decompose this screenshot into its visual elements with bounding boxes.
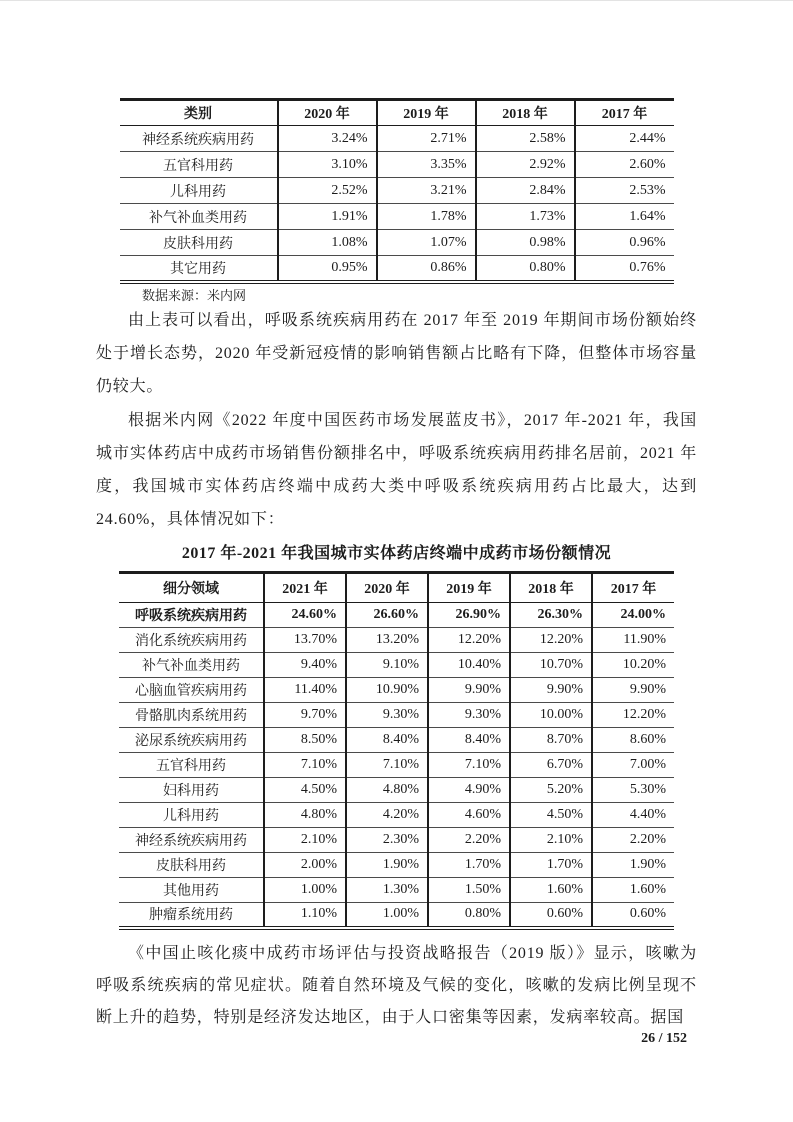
- cell-value: 4.60%: [428, 803, 510, 828]
- cell-value: 12.20%: [592, 703, 674, 728]
- table-header-row: [120, 100, 674, 126]
- row-label: 骨骼肌肉系统用药: [119, 703, 264, 728]
- cell-value: 0.80%: [476, 256, 575, 282]
- cell-value: 4.50%: [510, 803, 592, 828]
- table-row: [119, 653, 674, 678]
- paragraph-bluebook-ranking: 根据米内网《2022 年度中国医药市场发展蓝皮书》，2017 年-2021 年，我国城市实体药店中成药市场销售份额排名中，呼吸系统疾病用药排名居前，2021 年度，我国城市实体药店终端中成药大类中呼吸系统疾病用药占比最大，达到 24.60%，具体情况如下：: [96, 412, 697, 528]
- row-label: 肿瘤系统用药: [119, 903, 264, 928]
- cell-value: 11.40%: [264, 678, 346, 703]
- cell-value: 1.90%: [346, 853, 428, 878]
- cell-value: 2.00%: [264, 853, 346, 878]
- table-row: [120, 256, 674, 282]
- table-row: [119, 603, 674, 628]
- table-row: [119, 853, 674, 878]
- cell-value: 9.70%: [264, 703, 346, 728]
- cell-value: 9.40%: [264, 653, 346, 678]
- cell-value: 4.40%: [592, 803, 674, 828]
- segment-share-table-section: [96, 571, 697, 930]
- data-source-note: 数据来源：米内网: [142, 288, 247, 303]
- cell-value: 0.96%: [575, 230, 674, 256]
- cell-value: 8.70%: [510, 728, 592, 753]
- cell-value: 1.07%: [377, 230, 476, 256]
- column-header: 2019 年: [428, 573, 510, 603]
- column-header: 细分领域: [119, 573, 264, 603]
- cell-value: 4.50%: [264, 778, 346, 803]
- cell-value: 6.70%: [510, 753, 592, 778]
- row-label: 泌尿系统疾病用药: [119, 728, 264, 753]
- table-row: [119, 778, 674, 803]
- table-row: [120, 204, 674, 230]
- column-header: 2018 年: [476, 100, 575, 126]
- cell-value: 1.10%: [264, 903, 346, 928]
- cell-value: 0.60%: [510, 903, 592, 928]
- table-row: [119, 753, 674, 778]
- cell-value: 2.10%: [264, 828, 346, 853]
- cell-value: 8.40%: [346, 728, 428, 753]
- row-label: 神经系统疾病用药: [142, 132, 254, 148]
- cell-value: 12.20%: [428, 628, 510, 653]
- table-row: [120, 126, 674, 152]
- cell-value: 2.44%: [575, 126, 674, 152]
- table-row: [119, 878, 674, 903]
- cell-value: 13.70%: [264, 628, 346, 653]
- cell-value: 3.10%: [278, 152, 377, 178]
- cell-value: 4.20%: [346, 803, 428, 828]
- column-header: 2019 年: [377, 100, 476, 126]
- cell-value: 0.80%: [428, 903, 510, 928]
- cell-value: 1.73%: [476, 204, 575, 230]
- cell-value: 8.40%: [428, 728, 510, 753]
- cell-value: 2.10%: [510, 828, 592, 853]
- cell-value: 1.70%: [428, 853, 510, 878]
- cell-value: 12.20%: [510, 628, 592, 653]
- table-row: [120, 178, 674, 204]
- cell-value: 1.78%: [377, 204, 476, 230]
- row-label: 补气补血类用药: [119, 653, 264, 678]
- cell-value: 24.00%: [592, 603, 674, 628]
- cell-value: 7.10%: [428, 753, 510, 778]
- category-share-table-section: [96, 98, 697, 284]
- row-label: 呼吸系统疾病用药: [135, 609, 247, 624]
- row-label: 其他用药: [119, 878, 264, 903]
- cell-value: 10.90%: [346, 678, 428, 703]
- cell-value: 1.08%: [278, 230, 377, 256]
- cell-value: 9.90%: [510, 678, 592, 703]
- row-label: 消化系统疾病用药: [119, 628, 264, 653]
- cell-value: 26.60%: [346, 603, 428, 628]
- table-row: [120, 152, 674, 178]
- category-share-table: [120, 98, 674, 284]
- cell-value: 2.58%: [476, 126, 575, 152]
- cell-value: 1.30%: [346, 878, 428, 903]
- cell-value: 26.30%: [510, 603, 592, 628]
- table-row: [119, 628, 674, 653]
- row-label: 皮肤科用药: [120, 230, 278, 256]
- cell-value: 3.24%: [278, 126, 377, 152]
- cell-value: 7.10%: [346, 753, 428, 778]
- table-header-row: [119, 573, 674, 603]
- table-row: [119, 728, 674, 753]
- table-row: [119, 703, 674, 728]
- table-row: [119, 803, 674, 828]
- cell-value: 7.00%: [592, 753, 674, 778]
- cell-value: 5.20%: [510, 778, 592, 803]
- cell-value: 10.40%: [428, 653, 510, 678]
- row-label: 妇科用药: [119, 778, 264, 803]
- cell-value: 10.20%: [592, 653, 674, 678]
- row-label: 五官科用药: [119, 753, 264, 778]
- cell-value: 1.90%: [592, 853, 674, 878]
- cell-value: 10.00%: [510, 703, 592, 728]
- cell-value: 2.53%: [575, 178, 674, 204]
- cell-value: 4.90%: [428, 778, 510, 803]
- table-row: [119, 678, 674, 703]
- paragraph-market-trend: 由上表可以看出，呼吸系统疾病用药在 2017 年至 2019 年期间市场份额始终处于增长态势，2020 年受新冠疫情的影响销售额占比略有下降，但整体市场容量仍较大。: [96, 312, 697, 395]
- cell-value: 9.30%: [346, 703, 428, 728]
- cell-value: 9.30%: [428, 703, 510, 728]
- cell-value: 1.00%: [346, 903, 428, 928]
- row-label: 儿科用药: [120, 178, 278, 204]
- row-label: 皮肤科用药: [119, 853, 264, 878]
- cell-value: 8.60%: [592, 728, 674, 753]
- cell-value: 3.35%: [377, 152, 476, 178]
- cell-value: 11.90%: [592, 628, 674, 653]
- cell-value: 1.64%: [575, 204, 674, 230]
- cell-value: 2.60%: [575, 152, 674, 178]
- cell-value: 9.90%: [592, 678, 674, 703]
- cell-value: 4.80%: [264, 803, 346, 828]
- column-header: 2017 年: [575, 100, 674, 126]
- cell-value: 13.20%: [346, 628, 428, 653]
- cell-value: 2.71%: [377, 126, 476, 152]
- cell-value: 9.10%: [346, 653, 428, 678]
- cell-value: 0.60%: [592, 903, 674, 928]
- cell-value: 1.60%: [592, 878, 674, 903]
- table-row: [120, 230, 674, 256]
- cell-value: 8.50%: [264, 728, 346, 753]
- column-header: 2021 年: [264, 573, 346, 603]
- table-row: [119, 828, 674, 853]
- cell-value: 2.52%: [278, 178, 377, 204]
- cell-value: 4.80%: [346, 778, 428, 803]
- cell-value: 1.50%: [428, 878, 510, 903]
- segment-share-table: [119, 571, 674, 930]
- column-header: 2020 年: [346, 573, 428, 603]
- page-number: 26 / 152: [641, 1031, 687, 1046]
- cell-value: 0.95%: [278, 256, 377, 282]
- cell-value: 1.91%: [278, 204, 377, 230]
- row-label: 补气补血类用药: [120, 204, 278, 230]
- row-label: 神经系统疾病用药: [119, 828, 264, 853]
- column-header: 2017 年: [592, 573, 674, 603]
- segment-share-table-title: 2017 年-2021 年我国城市实体药店终端中成药市场份额情况: [181, 545, 612, 562]
- cell-value: 2.20%: [592, 828, 674, 853]
- cell-value: 2.84%: [476, 178, 575, 204]
- column-header: 2018 年: [510, 573, 592, 603]
- paragraph-cough-report: 《中国止咳化痰中成药市场评估与投资战略报告（2019 版）》显示，咳嗽为呼吸系统疾病的常见症状。随着自然环境及气候的变化，咳嗽的发病比例呈现不断上升的趋势，特别是经济发达地区，由于人口密集等因素，发病率较高。据国: [96, 945, 697, 1026]
- row-label: 儿科用药: [119, 803, 264, 828]
- column-header: 2020 年: [278, 100, 377, 126]
- cell-value: 1.70%: [510, 853, 592, 878]
- cell-value: 1.00%: [264, 878, 346, 903]
- column-header: 类别: [120, 100, 278, 126]
- cell-value: 2.30%: [346, 828, 428, 853]
- cell-value: 0.98%: [476, 230, 575, 256]
- cell-value: 2.20%: [428, 828, 510, 853]
- cell-value: 5.30%: [592, 778, 674, 803]
- table-row: [119, 903, 674, 928]
- cell-value: 0.76%: [575, 256, 674, 282]
- cell-value: 9.90%: [428, 678, 510, 703]
- cell-value: 26.90%: [428, 603, 510, 628]
- cell-value: 24.60%: [264, 603, 346, 628]
- row-label: 五官科用药: [120, 152, 278, 178]
- cell-value: 0.86%: [377, 256, 476, 282]
- cell-value: 3.21%: [377, 178, 476, 204]
- cell-value: 2.92%: [476, 152, 575, 178]
- cell-value: 1.60%: [510, 878, 592, 903]
- cell-value: 7.10%: [264, 753, 346, 778]
- row-label: 心脑血管疾病用药: [119, 678, 264, 703]
- row-label: 其它用药: [120, 256, 278, 282]
- cell-value: 10.70%: [510, 653, 592, 678]
